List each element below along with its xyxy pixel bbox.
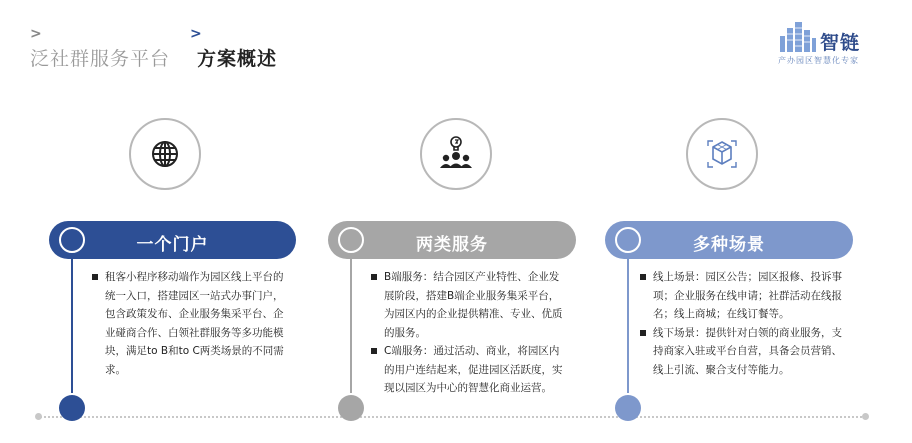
connector-line	[627, 259, 629, 393]
pill-scenarios	[605, 221, 853, 259]
connector-line	[71, 259, 73, 393]
connector-line	[350, 259, 352, 393]
pill-services-label: 两类服务	[416, 235, 488, 255]
logo-tagline: 产办园区智慧化专家	[778, 56, 859, 65]
pill-services	[328, 221, 576, 259]
people-idea-icon-circle	[420, 118, 492, 190]
logo	[778, 20, 898, 70]
services-description	[371, 268, 567, 398]
building-logo-icon	[778, 20, 818, 54]
page-title: 方案概述	[197, 48, 278, 70]
bullet-item: C端服务：通过活动、商业，将园区内的用户连结起来，促进园区活跃度，实现以园区为中心的智慧化商业运营。	[371, 342, 567, 398]
breadcrumb-platform: 泛社群服务平台	[30, 48, 171, 70]
timeline-end-dot	[35, 413, 42, 420]
people-idea-icon	[436, 134, 476, 174]
bullet-item: 线上场景：园区公告；园区报修、投诉事项；企业服务在线申请；社群活动在线报名；线上商城；在线订餐等。	[640, 268, 845, 324]
bullet-item: 线下场景：提供针对白领的商业服务，支持商家入驻或平台自营，具备会员营销、线上引流、聚合支付等能力。	[640, 324, 845, 380]
timeline	[36, 416, 866, 418]
timeline-dot-scenarios	[615, 395, 641, 421]
chevron-right-icon: >	[190, 26, 202, 42]
timeline-dot-services	[338, 395, 364, 421]
cube-icon-circle	[686, 118, 758, 190]
pill-portal	[49, 221, 296, 259]
cube-icon	[702, 134, 742, 174]
pill-portal-label: 一个门户	[136, 235, 209, 255]
globe-icon	[150, 139, 180, 169]
chevron-right-icon: >	[30, 26, 42, 42]
bullet-item: B端服务：结合园区产业特性、企业发展阶段，搭建B端企业服务集采平台，为园区内的企业提供精准、专业、优质的服务。	[371, 268, 567, 342]
bullet-item: 租客小程序移动端作为园区线上平台的统一入口，搭建园区一站式办事门户，包含政策发布、企业服务集采平台、企业碰商合作、白领社群服务等多功能模块，满足to B和to C两类场景的不同需求。	[92, 268, 288, 379]
logo-name: 智链	[820, 32, 861, 54]
timeline-end-dot	[862, 413, 869, 420]
pill-scenarios-label: 多种场景	[693, 235, 765, 255]
globe-icon-circle	[129, 118, 201, 190]
scenarios-description	[640, 268, 845, 379]
timeline-dot-portal	[59, 395, 85, 421]
portal-description	[92, 268, 288, 379]
